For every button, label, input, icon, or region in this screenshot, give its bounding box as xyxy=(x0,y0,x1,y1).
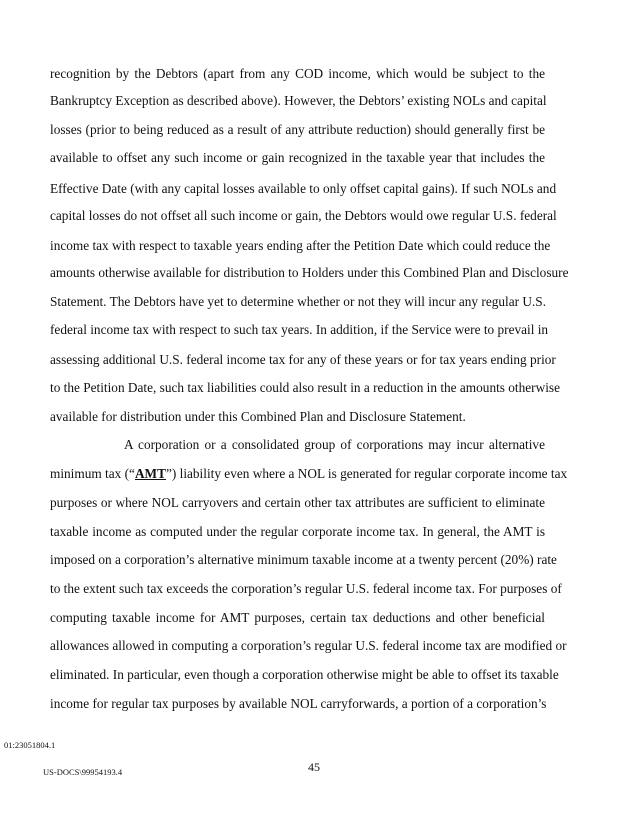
text-line: Statement. The Debtors have yet to determine whether or not they will incur any regular U.S. xyxy=(50,294,547,309)
text-line: to the Petition Date, such tax liabilities could also result in a reduction in the amounts otherwise xyxy=(50,380,560,395)
text-line: recognition by the Debtors (apart from any COD income, which would be subject to the xyxy=(50,66,545,81)
text-line: assessing additional U.S. federal income tax for any of these years or for tax years ending prior xyxy=(50,352,556,367)
text-line: Bankruptcy Exception as described above). However, the Debtors’ existing NOLs and capital xyxy=(50,93,547,108)
text-line-defined-term xyxy=(50,466,568,482)
text-line: A corporation or a consolidated group of corporations may incur alternative xyxy=(124,437,545,452)
text-line: available for distribution under this Combined Plan and Disclosure Statement. xyxy=(50,409,466,424)
text-line: income tax with respect to taxable years ending after the Petition Date which could reduce the xyxy=(50,238,551,253)
text-line: to the extent such tax exceeds the corporation’s regular U.S. federal income tax. For purposes of xyxy=(50,581,562,596)
footer-docs-reference: US-DOCS\99954193.4 xyxy=(43,767,123,777)
text-span: minimum tax (“ xyxy=(50,466,135,481)
text-line: amounts otherwise available for distribution to Holders under this Combined Plan and Disclosure xyxy=(50,265,569,280)
text-line: eliminated. In particular, even though a corporation otherwise might be able to offset its taxable xyxy=(50,667,559,682)
text-line: computing taxable income for AMT purposes, certain tax deductions and other beneficial xyxy=(50,610,545,625)
page-number: 45 xyxy=(308,760,320,774)
text-line: Effective Date (with any capital losses available to only offset capital gains). If such NOLs and xyxy=(50,181,557,196)
text-line: income for regular tax purposes by available NOL carryforwards, a portion of a corporation’s xyxy=(50,696,547,711)
text-line: losses (prior to being reduced as a result of any attribute reduction) should generally first be xyxy=(50,122,545,137)
text-line: imposed on a corporation’s alternative minimum taxable income at a twenty percent (20%) rate xyxy=(50,552,557,567)
text-span: ”) liability even where a NOL is generated for regular corporate income tax xyxy=(165,466,568,481)
text-line: federal income tax with respect to such tax years. In addition, if the Service were to prevail in xyxy=(50,322,549,337)
footer-document-id: 01:23051804.1 xyxy=(4,740,56,750)
defined-term-amt: AMT xyxy=(134,466,166,481)
text-line: capital losses do not offset all such income or gain, the Debtors would owe regular U.S. federal xyxy=(50,208,557,223)
text-line: allowances allowed in computing a corporation’s regular U.S. federal income tax are modified or xyxy=(50,638,567,653)
text-line: available to offset any such income or gain recognized in the taxable year that includes the xyxy=(50,150,545,165)
text-line: purposes or where NOL carryovers and certain other tax attributes are sufficient to eliminate xyxy=(50,495,545,510)
text-line: taxable income as computed under the regular corporate income tax. In general, the AMT is xyxy=(50,524,545,539)
